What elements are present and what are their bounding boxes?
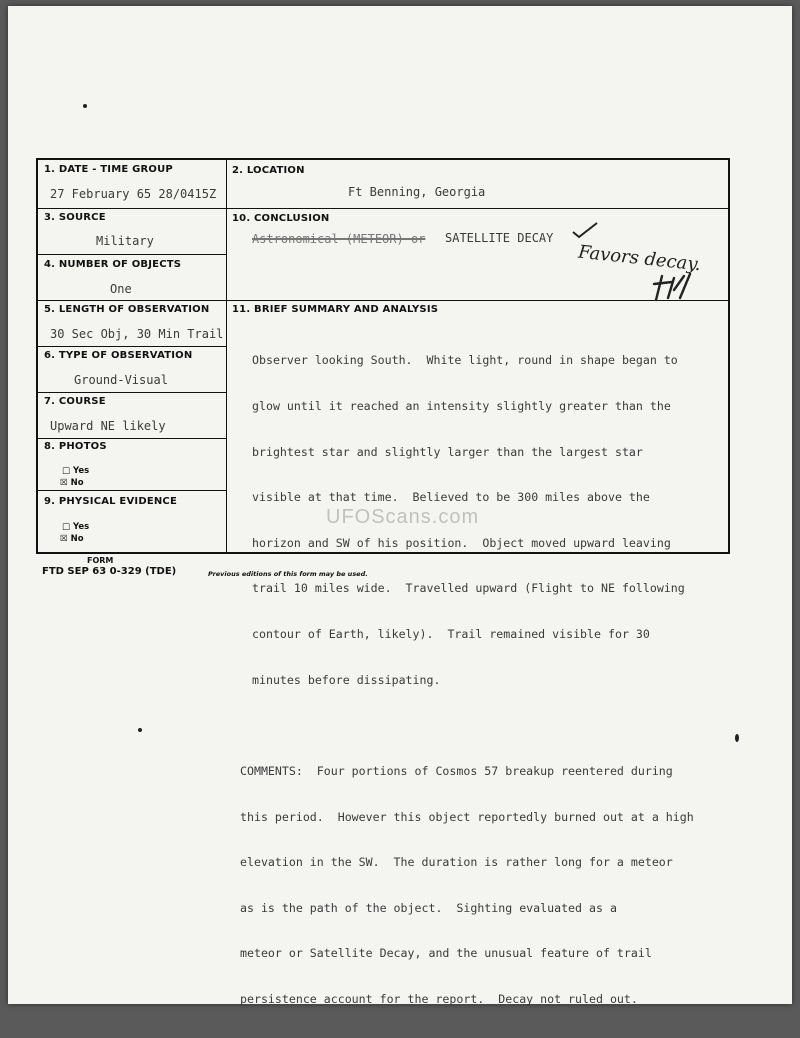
conclusion-value: SATELLITE DECAY	[445, 231, 554, 245]
photos-yes-option	[62, 466, 89, 476]
physical-evidence-yes-option	[62, 522, 89, 532]
row-divider	[38, 490, 226, 491]
checkbox-empty-icon: □	[62, 466, 71, 476]
row-divider	[38, 392, 226, 393]
row-divider	[38, 208, 728, 209]
location-label: 2. LOCATION	[232, 165, 305, 176]
checkbox-marked-icon: ☒	[60, 534, 68, 544]
footer-form-id: FTD SEP 63 0-329 (TDE)	[42, 566, 177, 577]
conclusion-label: 10. CONCLUSION	[232, 213, 330, 224]
summary-line: elevation in the SW. The duration is rather long for a meteor	[240, 855, 673, 870]
row-divider	[38, 346, 226, 347]
summary-line: this period. However this object reportedly burned out at a high	[240, 809, 694, 824]
summary-line: glow until it reached an intensity slightly greater than the	[252, 399, 671, 414]
summary-line: persistence account for the report. Decay not ruled out.	[240, 991, 638, 1006]
watermark: UFOScans.com	[326, 506, 480, 528]
footer-form-word: FORM	[87, 556, 114, 565]
source-label: 3. SOURCE	[44, 212, 106, 223]
summary-line: COMMENTS: Four portions of Cosmos 57 breakup reentered during	[240, 763, 673, 778]
checkmark-icon	[570, 220, 600, 240]
checkbox-empty-icon: □	[62, 522, 71, 532]
document-page	[8, 6, 792, 1004]
physical-evidence-label: 9. PHYSICAL EVIDENCE	[44, 496, 177, 507]
summary-line: brightest star and slightly larger than the largest star	[252, 444, 643, 459]
summary-line: horizon and SW of his position. Object moved upward leaving	[252, 535, 671, 550]
summary-line: minutes before dissipating.	[252, 672, 441, 687]
physical-evidence-yes-label: Yes	[73, 522, 90, 532]
summary-line: visible at that time. Believed to be 300 miles above the	[252, 490, 650, 505]
date-time-group-label: 1. DATE - TIME GROUP	[44, 164, 173, 175]
photos-yes-label: Yes	[73, 466, 90, 476]
course-label: 7. COURSE	[44, 396, 106, 407]
conclusion-struck-text: Astronomical (METEOR) or	[252, 232, 426, 246]
course-value: Upward NE likely	[50, 419, 166, 433]
number-of-objects-label: 4. NUMBER OF OBJECTS	[44, 259, 182, 270]
row-divider	[38, 254, 226, 255]
physical-evidence-no-label: No	[70, 534, 84, 544]
paper-speck	[83, 104, 87, 108]
checkbox-marked-icon: ☒	[60, 478, 68, 488]
paper-speck	[138, 728, 142, 732]
number-of-objects-value: One	[110, 282, 132, 296]
photos-no-label: No	[70, 478, 84, 488]
row-divider	[38, 300, 728, 301]
summary-label: 11. BRIEF SUMMARY AND ANALYSIS	[232, 304, 439, 315]
column-divider	[226, 160, 227, 552]
type-of-observation-label: 6. TYPE OF OBSERVATION	[44, 350, 193, 361]
physical-evidence-no-option	[60, 534, 84, 544]
source-value: Military	[96, 234, 154, 248]
location-value: Ft Benning, Georgia	[348, 185, 486, 199]
type-of-observation-value: Ground-Visual	[74, 373, 168, 387]
date-time-group-value: 27 February 65 28/0415Z	[50, 187, 217, 201]
footer-note: Previous editions of this form may be used.	[208, 570, 368, 578]
summary-line: Observer looking South. White light, round in shape began to	[252, 353, 678, 368]
handwritten-initials	[650, 270, 700, 304]
summary-line: contour of Earth, likely). Trail remained visible for 30	[252, 627, 650, 642]
summary-line: trail 10 miles wide. Travelled upward (Flight to NE following	[252, 581, 685, 596]
summary-line	[252, 718, 732, 733]
length-of-observation-value: 30 Sec Obj, 30 Min Trail	[50, 327, 224, 341]
length-of-observation-label: 5. LENGTH OF OBSERVATION	[44, 304, 210, 315]
paper-speck	[735, 734, 739, 742]
summary-line: as is the path of the object. Sighting evaluated as a	[240, 900, 617, 915]
row-divider	[38, 438, 226, 439]
photos-label: 8. PHOTOS	[44, 441, 107, 452]
photos-no-option	[60, 478, 84, 488]
summary-line: meteor or Satellite Decay, and the unusual feature of trail	[240, 946, 652, 961]
handwritten-note: Favors decay.	[577, 241, 702, 276]
